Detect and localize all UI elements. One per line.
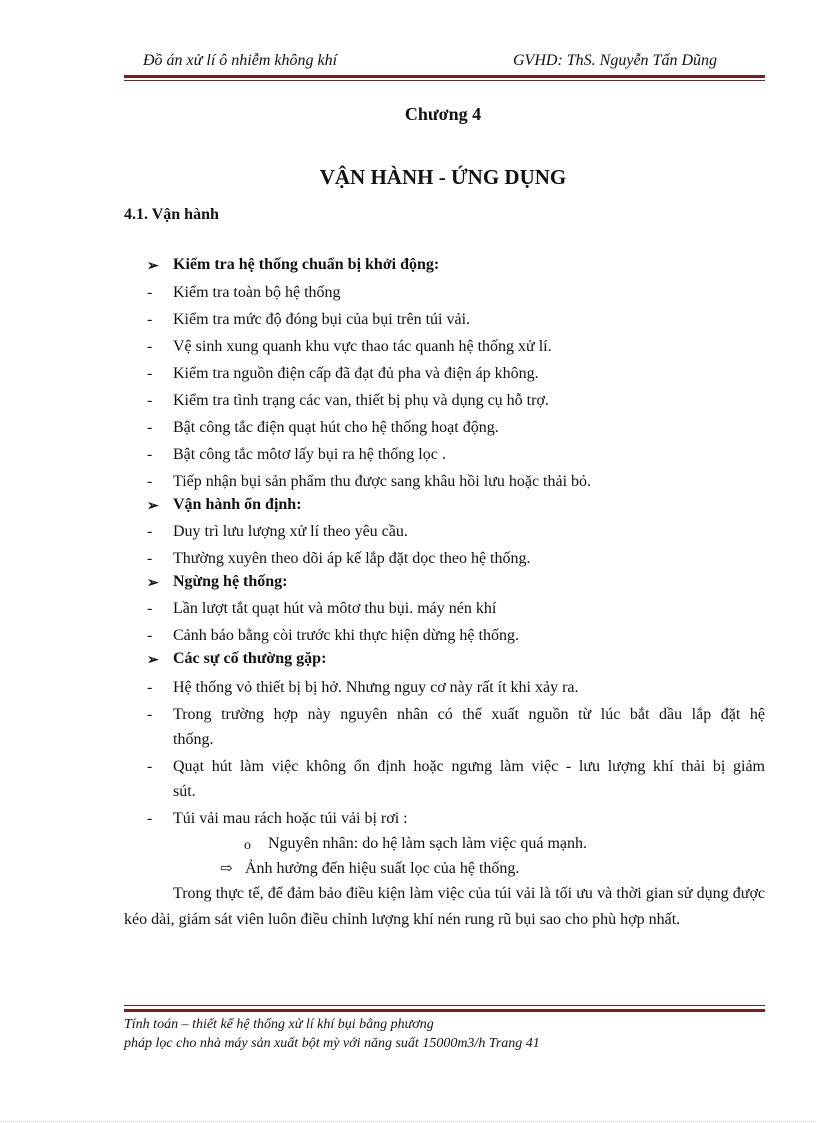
dash-bullet: - xyxy=(147,338,153,355)
list-item: Trong trường hợp này nguyên nhân có thể xuất nguồn từ lúc bắt dầu lắp đặt hệ xyxy=(173,706,765,723)
dash-bullet: - xyxy=(147,473,153,490)
arrow-bullet-icon: ➢ xyxy=(147,576,159,591)
list-item: Thường xuyên theo dõi áp kế lắp đặt dọc theo hệ thống. xyxy=(173,550,531,567)
list-item-continuation: sút. xyxy=(173,783,196,800)
dash-bullet: - xyxy=(147,600,153,617)
arrow-bullet-icon: ➢ xyxy=(147,653,159,668)
circle-bullet-icon: o xyxy=(244,838,251,853)
header-rule-thick xyxy=(124,75,765,78)
header-supervisor: GVHD: ThS. Nguyễn Tấn Dũng xyxy=(513,52,717,69)
dash-bullet: - xyxy=(147,550,153,567)
group-heading-check: Kiểm tra hệ thống chuẩn bị khởi động: xyxy=(173,256,440,273)
dash-bullet: - xyxy=(147,392,153,409)
dash-bullet: - xyxy=(147,810,153,827)
footer-line-1: Tính toán – thiết kế hệ thống xử lí khí bụi bằng phương xyxy=(124,1017,434,1032)
dash-bullet: - xyxy=(147,706,153,723)
group-heading-incidents: Các sự cố thường gặp: xyxy=(173,650,327,667)
header-document-title: Đồ án xử lí ô nhiễm không khí xyxy=(143,52,338,69)
dash-bullet: - xyxy=(147,758,153,775)
group-heading-stop: Ngừng hệ thống: xyxy=(173,573,288,590)
list-item: Tiếp nhận bụi sản phẩm thu được sang khâu hồi lưu hoặc thải bỏ. xyxy=(173,473,592,490)
footer-line-2: pháp lọc cho nhà máy sản xuất bột mỳ với năng suất 15000m3/h Trang 41 xyxy=(124,1036,540,1051)
dash-bullet: - xyxy=(147,284,153,301)
list-item: Kiểm tra tình trạng các van, thiết bị phụ và dụng cụ hỗ trợ. xyxy=(173,392,549,409)
sub-item-cause: Nguyên nhân: do hệ làm sạch làm việc quá mạnh. xyxy=(268,835,588,852)
arrow-bullet-icon: ➢ xyxy=(147,259,159,274)
chapter-heading: Chương 4 xyxy=(404,104,482,124)
list-item: Quạt hút làm việc không ổn định hoặc ngưng làm việc - lưu lượng khí thải bị giảm xyxy=(173,758,765,775)
right-arrow-icon: ⇨ xyxy=(220,861,233,877)
list-item: Bật công tắc môtơ lấy bụi ra hệ thống lọc . xyxy=(173,446,446,463)
arrow-bullet-icon: ➢ xyxy=(147,499,159,514)
page-bottom-dotted-border xyxy=(0,1121,816,1122)
list-item: Kiểm tra toàn bộ hệ thống xyxy=(173,284,341,301)
footer-rule-thick xyxy=(124,1009,765,1012)
list-item: Túi vải mau rách hoặc túi vải bị rơi : xyxy=(173,810,408,827)
dash-bullet: - xyxy=(147,446,153,463)
list-item: Bật công tắc điện quạt hút cho hệ thống hoạt động. xyxy=(173,419,499,436)
section-heading: 4.1. Vận hành xyxy=(124,206,219,223)
list-item: Hệ thống vỏ thiết bị bị hở. Nhưng nguy cơ này rất ít khi xảy ra. xyxy=(173,679,579,696)
chapter-title: VẬN HÀNH - ỨNG DỤNG xyxy=(319,165,567,189)
sub-item-effect: Ảnh hưởng đến hiệu suất lọc của hệ thống. xyxy=(245,860,520,877)
list-item: Vệ sinh xung quanh khu vực thao tác quanh hệ thống xử lí. xyxy=(173,338,552,355)
dash-bullet: - xyxy=(147,365,153,382)
dash-bullet: - xyxy=(147,311,153,328)
list-item: Kiểm tra nguồn điện cấp đã đạt đủ pha và điện áp không. xyxy=(173,365,539,382)
dash-bullet: - xyxy=(147,679,153,696)
list-item: Duy trì lưu lượng xử lí theo yêu cầu. xyxy=(173,523,408,540)
dash-bullet: - xyxy=(147,419,153,436)
group-heading-operation: Vận hành ổn định: xyxy=(173,496,302,513)
footer-rule-thin xyxy=(124,1005,765,1006)
dash-bullet: - xyxy=(147,523,153,540)
list-item-continuation: thống. xyxy=(173,731,214,748)
header-rule-thin xyxy=(124,80,765,81)
list-item: Lần lượt tắt quạt hút và môtơ thu bụi. máy nén khí xyxy=(173,600,497,617)
list-item: Kiểm tra mức độ đóng bụi của bụi trên túi vải. xyxy=(173,311,471,328)
list-item: Cảnh báo bằng còi trước khi thực hiện dừng hệ thống. xyxy=(173,627,519,644)
dash-bullet: - xyxy=(147,627,153,644)
closing-paragraph: Trong thực tế, để đảm bảo điều kiện làm việc của túi vải là tối ưu và thời gian sử dụng được kéo dài, giám sát viên luôn điều chỉnh lượng khí nén rung rũ bụi sao cho phù hợp nhất. xyxy=(124,885,765,928)
